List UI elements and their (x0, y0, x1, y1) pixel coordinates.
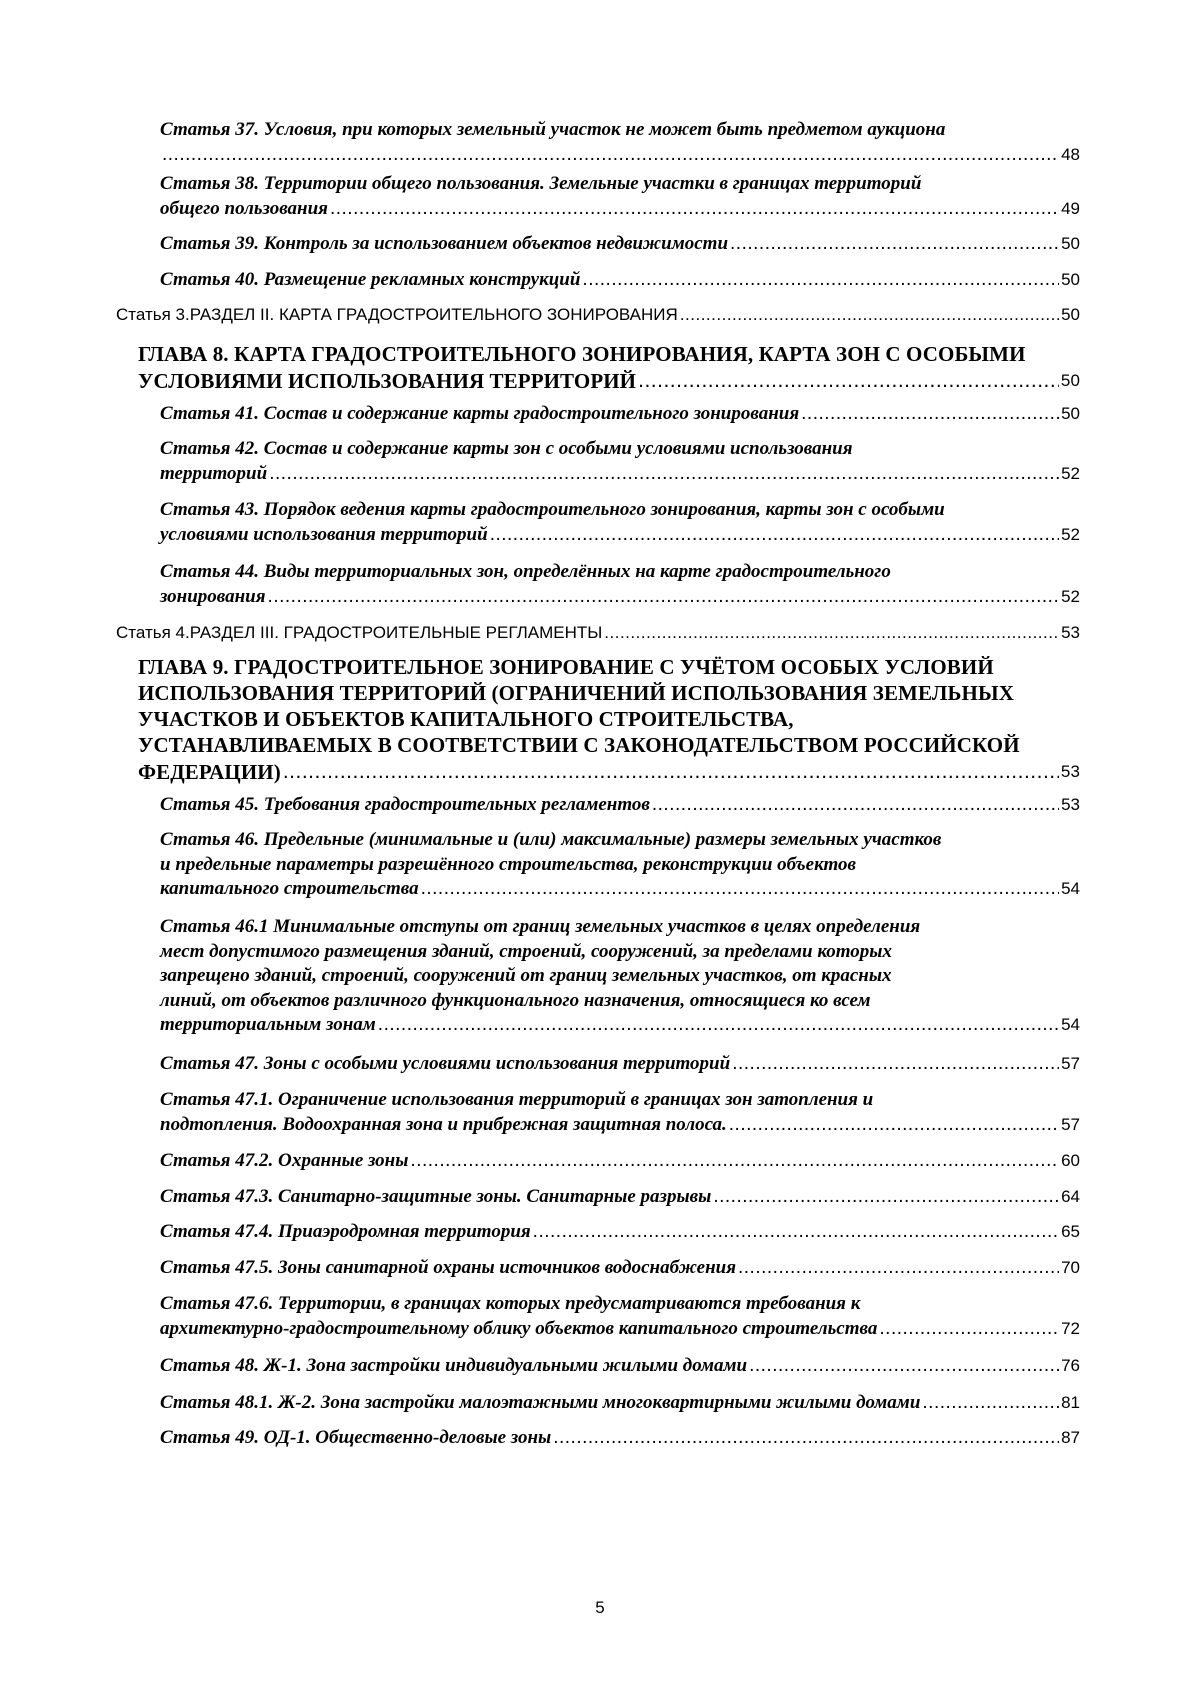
toc-entry[interactable] (160, 437, 1080, 486)
toc-entry[interactable] (160, 1149, 1080, 1174)
dot-leader (638, 367, 1059, 394)
toc-entry-line (160, 877, 1080, 902)
toc-entry-title: Статья 48.1. Ж-2. Зона застройки малоэтажными многоквартирными жилыми домами (160, 1392, 921, 1413)
toc-entry-line (160, 462, 1080, 487)
toc-entry-page: 52 (1061, 524, 1080, 544)
toc-entry-title: территориальным зонам (160, 1014, 376, 1035)
toc-entry[interactable] (160, 1256, 1080, 1281)
dot-leader (268, 585, 1060, 610)
toc-entry-page: 87 (1061, 1428, 1080, 1447)
toc-entry[interactable] (160, 1391, 1080, 1416)
page-number: 5 (595, 1598, 605, 1617)
toc-entry[interactable] (160, 1052, 1080, 1077)
dot-leader (410, 1149, 1059, 1174)
toc-entry-title: Статья 39. Контроль за использованием объектов недвижимости (160, 233, 729, 254)
toc-entry-line (160, 197, 1080, 222)
toc-entry-page: 54 (1061, 1015, 1080, 1034)
toc-entry-title-line: УЧАСТКОВ И ОБЪЕКТОВ КАПИТАЛЬНОГО СТРОИТЕЛЬСТВА, (138, 707, 794, 731)
toc-entry-line (160, 1256, 1080, 1281)
toc-entry-page: 48 (1061, 144, 1080, 164)
toc-entry[interactable] (160, 172, 1080, 221)
toc-entry[interactable] (160, 560, 1080, 609)
dot-leader (490, 523, 1059, 548)
toc-entry-page: 64 (1061, 1187, 1080, 1206)
toc-entry-page: 50 (1061, 270, 1080, 289)
toc-entry-title: РАЗДЕЛ II. КАРТА ГРАДОСТРОИТЕЛЬНОГО ЗОНИРОВАНИЯ (189, 305, 678, 324)
toc-entry[interactable] (160, 828, 1080, 902)
toc-entry[interactable] (160, 1292, 1080, 1341)
toc-entry-title-line: Статья 43. Порядок ведения карты градостроительного зонирования, карты зон с особыми (160, 499, 945, 520)
toc-entry-title: Статья 41. Состав и содержание карты градостроительного зонирования (160, 403, 800, 424)
toc-entry-title: территорий (160, 462, 268, 484)
toc-entry-title-line: УСТАНАВЛИВАЕМЫХ В СООТВЕТСТВИИ С ЗАКОНОДАТЕЛЬСТВОМ РОССИЙСКОЙ (138, 733, 1020, 757)
toc-entry-line (160, 1052, 1080, 1077)
toc-entry-page: 49 (1061, 198, 1080, 218)
toc-entry[interactable] (160, 268, 1080, 293)
dot-leader (732, 1052, 1059, 1077)
toc-entry-page: 52 (1061, 463, 1080, 483)
toc-entry-page: 65 (1061, 1222, 1080, 1241)
toc-entry-title: архитектурно-градостроительному облику объектов капитального строительства (160, 1317, 878, 1339)
dot-leader (879, 1317, 1059, 1342)
dot-leader (421, 877, 1059, 902)
toc-entry-page: 70 (1061, 1258, 1080, 1277)
toc-entry-line (160, 1426, 1080, 1451)
toc-entry-page: 50 (1061, 234, 1080, 253)
dot-leader (730, 232, 1059, 257)
toc-entry-page: 54 (1061, 879, 1080, 898)
toc-entry[interactable] (160, 793, 1080, 818)
toc-entry-line (160, 1391, 1080, 1416)
toc-entry-title-line: Статья 38. Территории общего пользования. Земельные участки в границах территорий (160, 173, 922, 194)
toc-entry-title-line: Статья 44. Виды территориальных зон, определённых на карте градостроительного (160, 561, 891, 582)
toc-entry-page: 50 (1061, 404, 1080, 423)
toc-entry-title: Статья 47.5. Зоны санитарной охраны источников водоснабжения (160, 1257, 736, 1278)
toc-entry-line (160, 402, 1080, 427)
toc-entry-title: Статья 47.4. Приаэродромная территория (160, 1221, 531, 1242)
toc-entry-title: капитального строительства (160, 878, 419, 899)
toc-entry[interactable] (160, 1088, 1080, 1137)
toc-entry-number: Статья 3. (116, 305, 190, 324)
toc-entry-page: 53 (1060, 762, 1080, 781)
toc-entry-title: подтопления. Водоохранная зона и прибрежная защитная полоса. (160, 1113, 727, 1135)
toc-entry-line (138, 758, 1080, 785)
toc-entry[interactable] (160, 1354, 1080, 1379)
toc-entry-line (116, 621, 1080, 645)
toc-entry-title-line: Статья 46.1 Минимальные отступы от границ земельных участков в целях определения (160, 916, 921, 937)
toc-entry-page: 72 (1061, 1318, 1080, 1338)
toc-entry-page: 53 (1061, 795, 1080, 814)
toc-entry-page: 81 (1061, 1393, 1080, 1412)
toc-entry-title: Статья 47. Зоны с особыми условиями использования территорий (160, 1053, 731, 1074)
toc-entry-title-line: линий, от объектов различного функционального назначения, относящиеся ко всем (160, 989, 871, 1011)
toc-entry-line (160, 143, 1080, 168)
toc-entry-line (116, 303, 1080, 327)
toc-entry-page: 60 (1061, 1151, 1080, 1170)
toc-entry-title: Статья 40. Размещение рекламных конструкций (160, 269, 581, 290)
dot-leader (680, 303, 1059, 327)
toc-entry-page: 50 (1060, 371, 1080, 390)
toc-entry[interactable] (160, 1185, 1080, 1210)
toc-entry-title-line: Статья 46. Предельные (минимальные и (или) максимальные) размеры земельных участков (160, 829, 942, 850)
toc-entry-page: 57 (1061, 1114, 1080, 1134)
toc-entry-title: РАЗДЕЛ III. ГРАДОСТРОИТЕЛЬНЫЕ РЕГЛАМЕНТЫ (189, 623, 603, 642)
toc-entry-title-line: ГЛАВА 9. ГРАДОСТРОИТЕЛЬНОЕ ЗОНИРОВАНИЕ С УЧЁТОМ ОСОБЫХ УСЛОВИЙ (138, 655, 994, 679)
toc-entry-page: 50 (1061, 305, 1080, 324)
dot-leader (801, 402, 1059, 427)
toc-entry-line (160, 1317, 1080, 1342)
toc-entry-title: УСЛОВИЯМИ ИСПОЛЬЗОВАНИЯ ТЕРРИТОРИЙ (138, 369, 637, 393)
dot-leader (330, 197, 1059, 222)
toc-entry-line (160, 268, 1080, 293)
toc-entry-title: ФЕДЕРАЦИИ) (138, 760, 281, 784)
toc-entry-line (160, 1113, 1080, 1138)
toc-entry-title: Статья 49. ОД-1. Общественно-деловые зоны (160, 1427, 552, 1448)
toc-entry-number: Статья 4. (116, 623, 190, 642)
toc-entry-line (138, 367, 1080, 394)
toc-entry-title: Статья 47.2. Охранные зоны (160, 1150, 409, 1171)
dot-leader (713, 1185, 1059, 1210)
toc-entry-title: Статья 48. Ж-1. Зона застройки индивидуальными жилыми домами (160, 1355, 748, 1376)
toc-entry-page: 52 (1061, 586, 1080, 606)
dot-leader (283, 758, 1059, 785)
toc-entry-title-line: мест допустимого размещения зданий, строений, сооружений, за пределами которых (160, 940, 892, 962)
toc-entry-title-line: ГЛАВА 8. КАРТА ГРАДОСТРОИТЕЛЬНОГО ЗОНИРОВАНИЯ, КАРТА ЗОН С ОСОБЫМИ (138, 342, 1026, 366)
toc-entry[interactable] (160, 1220, 1080, 1245)
dot-leader (582, 268, 1059, 293)
dot-leader (922, 1391, 1059, 1416)
toc-entry[interactable] (138, 341, 1080, 394)
dot-leader (729, 1113, 1059, 1138)
toc-entry-title-line: запрещено зданий, строений, сооружений от границ земельных участков, от красных (160, 965, 892, 986)
toc-entry-title: Статья 47.3. Санитарно-защитные зоны. Санитарные разрывы (160, 1186, 712, 1207)
dot-leader (652, 793, 1059, 818)
toc-entry-page: 53 (1061, 623, 1080, 642)
toc-entry-title-line: и предельные параметры разрешённого строительства, реконструкции объектов (160, 853, 857, 875)
toc-entry-line (160, 585, 1080, 610)
toc-entry-line (160, 232, 1080, 257)
toc-entry-title-line: ИСПОЛЬЗОВАНИЯ ТЕРРИТОРИЙ (ОГРАНИЧЕНИЙ ИСПОЛЬЗОВАНИЯ ЗЕМЕЛЬНЫХ (138, 681, 1014, 705)
dot-leader (749, 1354, 1059, 1379)
toc-entry[interactable] (160, 118, 1080, 167)
toc-entry-title-line: Статья 42. Состав и содержание карты зон с особыми условиями использования (160, 438, 853, 459)
toc-entry-page: 76 (1061, 1356, 1080, 1375)
toc-entry-line (160, 1013, 1080, 1038)
dot-leader (738, 1256, 1059, 1281)
toc-entry[interactable] (138, 654, 1080, 785)
toc-entry-title-line: Статья 37. Условия, при которых земельный участок не может быть предметом аукциона (160, 119, 946, 140)
dot-leader (378, 1013, 1059, 1038)
toc-entry-line (160, 1185, 1080, 1210)
toc-entry-line (160, 1149, 1080, 1174)
toc-entry-page: 57 (1061, 1054, 1080, 1073)
toc-entry[interactable] (160, 498, 1080, 547)
dot-leader (533, 1220, 1059, 1245)
dot-leader (162, 143, 1059, 168)
toc-entry-title: Статья 45. Требования градостроительных регламентов (160, 794, 650, 815)
toc-entry[interactable] (160, 1426, 1080, 1451)
toc-entry-title: зонирования (160, 585, 266, 607)
toc-entry-line (160, 793, 1080, 818)
dot-leader (269, 462, 1059, 487)
toc-entry[interactable] (160, 232, 1080, 257)
toc-entry-line (160, 1220, 1080, 1245)
toc-entry[interactable] (160, 402, 1080, 427)
toc-entry-title-line: Статья 47.1. Ограничение использования территорий в границах зон затопления и (160, 1089, 874, 1110)
dot-leader (604, 621, 1059, 645)
toc-entry-title: условиями использования территорий (160, 523, 488, 545)
toc-entry-title: общего пользования (160, 197, 328, 219)
toc-entry[interactable] (160, 915, 1080, 1038)
toc-entry-title-line: Статья 47.6. Территории, в границах которых предусматриваются требования к (160, 1293, 861, 1314)
toc-entry[interactable] (116, 303, 1080, 327)
toc-entry-line (160, 523, 1080, 548)
toc-entry-line (160, 1354, 1080, 1379)
dot-leader (553, 1426, 1059, 1451)
toc-entry[interactable] (116, 621, 1080, 645)
